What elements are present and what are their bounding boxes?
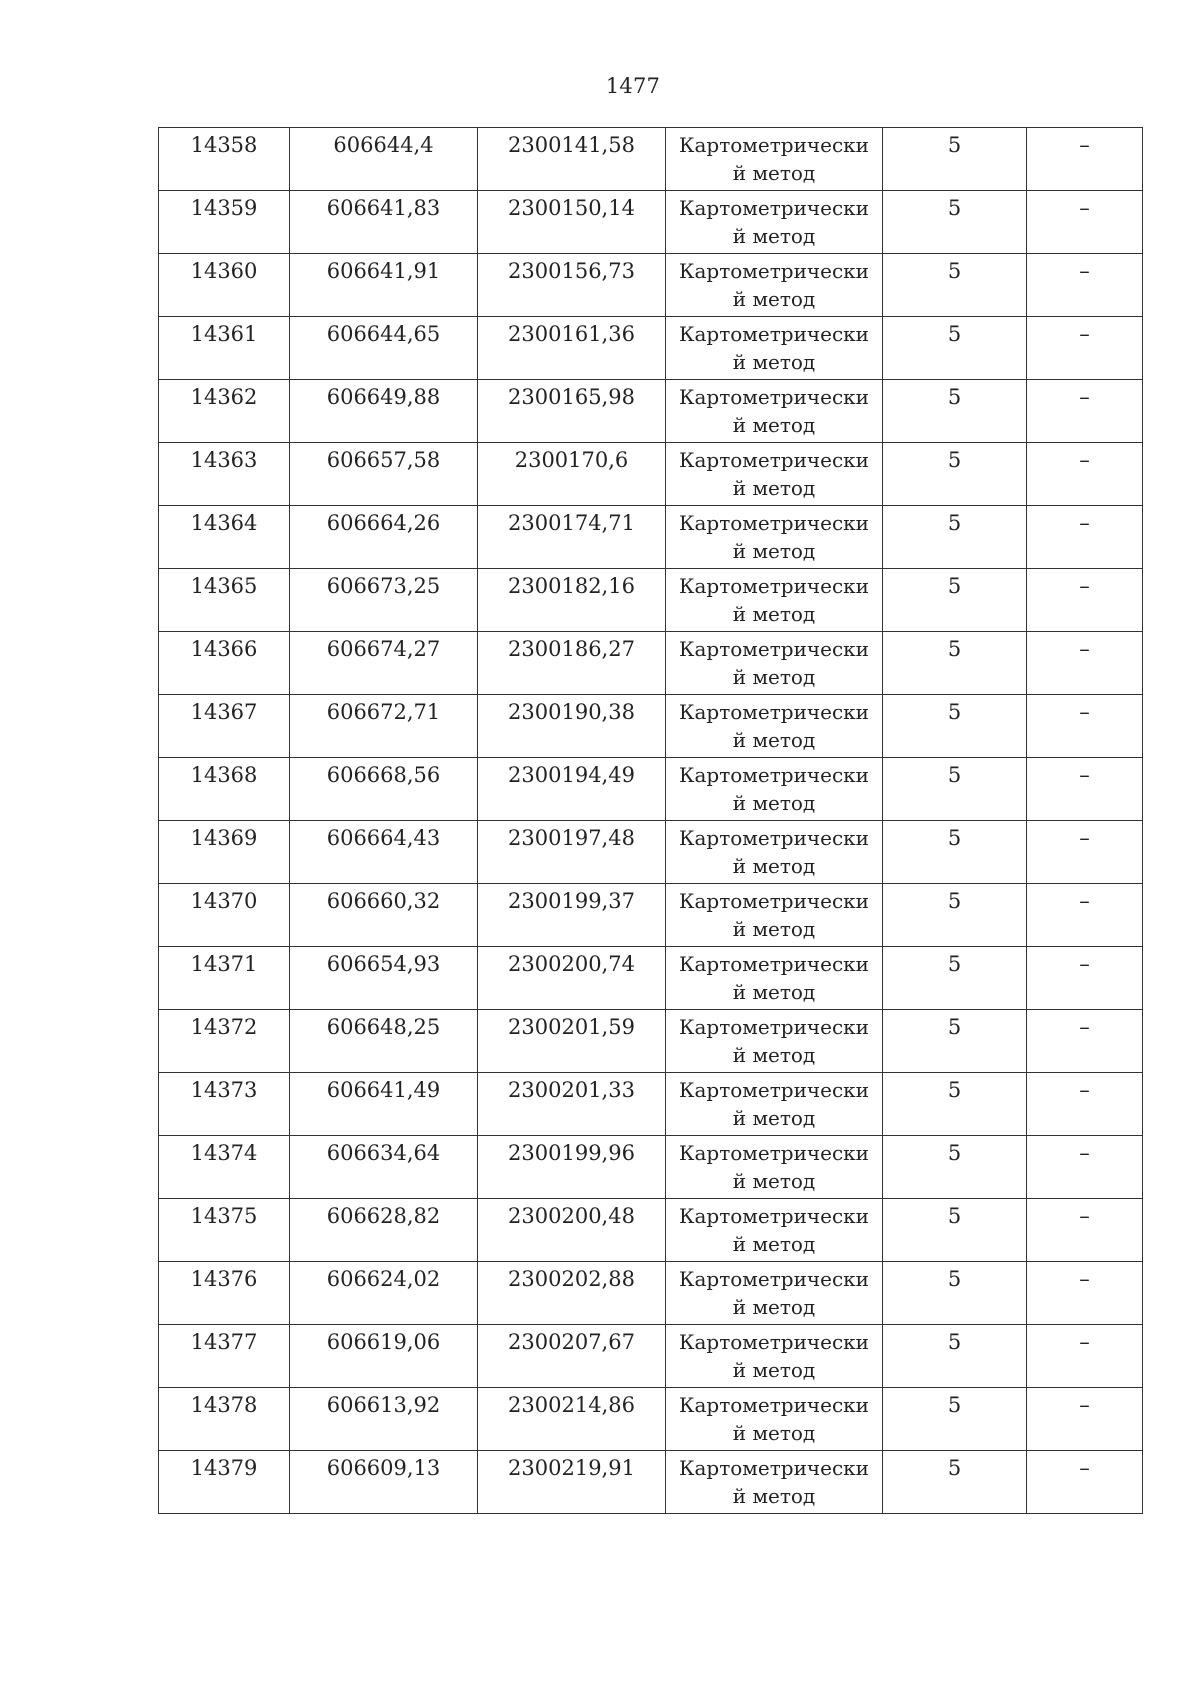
accuracy-cell: 5 <box>883 1010 1027 1073</box>
y-coordinate-cell: 2300170,6 <box>478 443 666 506</box>
coordinates-table <box>158 127 1143 1514</box>
method-cell <box>666 569 883 632</box>
point-id-cell: 14363 <box>159 443 290 506</box>
table-row <box>159 1451 1143 1514</box>
method-line-2: й метод <box>732 980 816 1004</box>
x-coordinate-cell: 606641,91 <box>290 254 478 317</box>
accuracy-cell: 5 <box>883 1073 1027 1136</box>
accuracy-cell: 5 <box>883 254 1027 317</box>
method-line-1: Картометрически <box>679 700 869 724</box>
point-id-cell: 14370 <box>159 884 290 947</box>
y-coordinate-cell: 2300197,48 <box>478 821 666 884</box>
method-cell <box>666 443 883 506</box>
method-line-2: й метод <box>732 917 816 941</box>
point-id-cell: 14366 <box>159 632 290 695</box>
method-line-2: й метод <box>732 476 816 500</box>
accuracy-cell: 5 <box>883 1199 1027 1262</box>
accuracy-cell: 5 <box>883 1262 1027 1325</box>
y-coordinate-cell: 2300200,74 <box>478 947 666 1010</box>
y-coordinate-cell: 2300199,37 <box>478 884 666 947</box>
method-line-2: й метод <box>732 1169 816 1193</box>
table-row <box>159 443 1143 506</box>
note-cell: – <box>1027 443 1143 506</box>
method-line-1: Картометрически <box>679 322 869 346</box>
x-coordinate-cell: 606668,56 <box>290 758 478 821</box>
table-row <box>159 947 1143 1010</box>
x-coordinate-cell: 606664,43 <box>290 821 478 884</box>
method-line-2: й метод <box>732 854 816 878</box>
method-line-2: й метод <box>732 1295 816 1319</box>
method-line-2: й метод <box>732 224 816 248</box>
method-line-1: Картометрически <box>679 511 869 535</box>
x-coordinate-cell: 606649,88 <box>290 380 478 443</box>
x-coordinate-cell: 606674,27 <box>290 632 478 695</box>
method-cell <box>666 317 883 380</box>
method-line-1: Картометрически <box>679 1204 869 1228</box>
point-id-cell: 14374 <box>159 1136 290 1199</box>
method-cell <box>666 128 883 191</box>
note-cell: – <box>1027 884 1143 947</box>
accuracy-cell: 5 <box>883 1325 1027 1388</box>
x-coordinate-cell: 606619,06 <box>290 1325 478 1388</box>
y-coordinate-cell: 2300202,88 <box>478 1262 666 1325</box>
y-coordinate-cell: 2300182,16 <box>478 569 666 632</box>
point-id-cell: 14359 <box>159 191 290 254</box>
x-coordinate-cell: 606624,02 <box>290 1262 478 1325</box>
table-row <box>159 1262 1143 1325</box>
method-line-1: Картометрически <box>679 259 869 283</box>
note-cell: – <box>1027 128 1143 191</box>
note-cell: – <box>1027 695 1143 758</box>
method-line-2: й метод <box>732 1043 816 1067</box>
accuracy-cell: 5 <box>883 758 1027 821</box>
accuracy-cell: 5 <box>883 1451 1027 1514</box>
table-row <box>159 254 1143 317</box>
x-coordinate-cell: 606654,93 <box>290 947 478 1010</box>
accuracy-cell: 5 <box>883 884 1027 947</box>
accuracy-cell: 5 <box>883 947 1027 1010</box>
table-row <box>159 317 1143 380</box>
note-cell: – <box>1027 569 1143 632</box>
method-line-2: й метод <box>732 350 816 374</box>
y-coordinate-cell: 2300201,59 <box>478 1010 666 1073</box>
coordinates-table-body <box>159 128 1143 1514</box>
method-line-2: й метод <box>732 1358 816 1382</box>
note-cell: – <box>1027 1136 1143 1199</box>
y-coordinate-cell: 2300156,73 <box>478 254 666 317</box>
table-row <box>159 1010 1143 1073</box>
point-id-cell: 14362 <box>159 380 290 443</box>
x-coordinate-cell: 606628,82 <box>290 1199 478 1262</box>
y-coordinate-cell: 2300194,49 <box>478 758 666 821</box>
note-cell: – <box>1027 317 1143 380</box>
method-line-2: й метод <box>732 161 816 185</box>
method-cell <box>666 947 883 1010</box>
table-row <box>159 1073 1143 1136</box>
table-row <box>159 569 1143 632</box>
note-cell: – <box>1027 821 1143 884</box>
table-row <box>159 380 1143 443</box>
method-line-1: Картометрически <box>679 1267 869 1291</box>
y-coordinate-cell: 2300207,67 <box>478 1325 666 1388</box>
method-cell <box>666 1073 883 1136</box>
table-row <box>159 632 1143 695</box>
method-line-1: Картометрически <box>679 763 869 787</box>
method-line-1: Картометрически <box>679 1330 869 1354</box>
x-coordinate-cell: 606672,71 <box>290 695 478 758</box>
method-line-2: й метод <box>732 1232 816 1256</box>
note-cell: – <box>1027 1073 1143 1136</box>
method-line-2: й метод <box>732 1106 816 1130</box>
method-cell <box>666 1388 883 1451</box>
method-cell <box>666 821 883 884</box>
note-cell: – <box>1027 1388 1143 1451</box>
table-row <box>159 191 1143 254</box>
method-line-2: й метод <box>732 287 816 311</box>
accuracy-cell: 5 <box>883 632 1027 695</box>
note-cell: – <box>1027 191 1143 254</box>
method-line-1: Картометрически <box>679 574 869 598</box>
x-coordinate-cell: 606648,25 <box>290 1010 478 1073</box>
table-row <box>159 1199 1143 1262</box>
y-coordinate-cell: 2300199,96 <box>478 1136 666 1199</box>
x-coordinate-cell: 606609,13 <box>290 1451 478 1514</box>
y-coordinate-cell: 2300161,36 <box>478 317 666 380</box>
method-cell <box>666 632 883 695</box>
method-line-2: й метод <box>732 665 816 689</box>
x-coordinate-cell: 606613,92 <box>290 1388 478 1451</box>
x-coordinate-cell: 606634,64 <box>290 1136 478 1199</box>
method-line-1: Картометрически <box>679 196 869 220</box>
note-cell: – <box>1027 758 1143 821</box>
point-id-cell: 14368 <box>159 758 290 821</box>
point-id-cell: 14371 <box>159 947 290 1010</box>
method-cell <box>666 380 883 443</box>
y-coordinate-cell: 2300186,27 <box>478 632 666 695</box>
point-id-cell: 14367 <box>159 695 290 758</box>
note-cell: – <box>1027 1451 1143 1514</box>
method-cell <box>666 1010 883 1073</box>
table-row <box>159 695 1143 758</box>
point-id-cell: 14379 <box>159 1451 290 1514</box>
table-row <box>159 758 1143 821</box>
table-row <box>159 821 1143 884</box>
note-cell: – <box>1027 632 1143 695</box>
method-line-1: Картометрически <box>679 889 869 913</box>
method-line-1: Картометрически <box>679 1393 869 1417</box>
y-coordinate-cell: 2300141,58 <box>478 128 666 191</box>
note-cell: – <box>1027 506 1143 569</box>
method-line-1: Картометрически <box>679 448 869 472</box>
accuracy-cell: 5 <box>883 443 1027 506</box>
method-line-1: Картометрически <box>679 133 869 157</box>
y-coordinate-cell: 2300165,98 <box>478 380 666 443</box>
y-coordinate-cell: 2300201,33 <box>478 1073 666 1136</box>
note-cell: – <box>1027 947 1143 1010</box>
note-cell: – <box>1027 1325 1143 1388</box>
method-cell <box>666 695 883 758</box>
method-line-1: Картометрически <box>679 1456 869 1480</box>
y-coordinate-cell: 2300214,86 <box>478 1388 666 1451</box>
y-coordinate-cell: 2300174,71 <box>478 506 666 569</box>
y-coordinate-cell: 2300219,91 <box>478 1451 666 1514</box>
point-id-cell: 14376 <box>159 1262 290 1325</box>
accuracy-cell: 5 <box>883 191 1027 254</box>
method-cell <box>666 1451 883 1514</box>
table-row <box>159 884 1143 947</box>
point-id-cell: 14358 <box>159 128 290 191</box>
accuracy-cell: 5 <box>883 821 1027 884</box>
note-cell: – <box>1027 1199 1143 1262</box>
accuracy-cell: 5 <box>883 506 1027 569</box>
point-id-cell: 14372 <box>159 1010 290 1073</box>
x-coordinate-cell: 606664,26 <box>290 506 478 569</box>
note-cell: – <box>1027 380 1143 443</box>
table-row <box>159 128 1143 191</box>
method-line-2: й метод <box>732 791 816 815</box>
point-id-cell: 14378 <box>159 1388 290 1451</box>
method-line-2: й метод <box>732 413 816 437</box>
note-cell: – <box>1027 1262 1143 1325</box>
note-cell: – <box>1027 254 1143 317</box>
table-row <box>159 1325 1143 1388</box>
note-cell: – <box>1027 1010 1143 1073</box>
x-coordinate-cell: 606641,83 <box>290 191 478 254</box>
method-cell <box>666 1199 883 1262</box>
point-id-cell: 14364 <box>159 506 290 569</box>
method-line-1: Картометрически <box>679 637 869 661</box>
y-coordinate-cell: 2300190,38 <box>478 695 666 758</box>
x-coordinate-cell: 606660,32 <box>290 884 478 947</box>
method-line-1: Картометрически <box>679 1078 869 1102</box>
accuracy-cell: 5 <box>883 380 1027 443</box>
method-cell <box>666 1262 883 1325</box>
x-coordinate-cell: 606644,65 <box>290 317 478 380</box>
y-coordinate-cell: 2300150,14 <box>478 191 666 254</box>
table-row <box>159 506 1143 569</box>
method-cell <box>666 884 883 947</box>
page-number: 1477 <box>605 74 661 98</box>
accuracy-cell: 5 <box>883 128 1027 191</box>
point-id-cell: 14361 <box>159 317 290 380</box>
method-cell <box>666 758 883 821</box>
method-cell <box>666 1325 883 1388</box>
table-row <box>159 1388 1143 1451</box>
method-line-2: й метод <box>732 539 816 563</box>
x-coordinate-cell: 606644,4 <box>290 128 478 191</box>
method-cell <box>666 506 883 569</box>
method-line-2: й метод <box>732 1484 816 1508</box>
point-id-cell: 14375 <box>159 1199 290 1262</box>
method-line-1: Картометрически <box>679 952 869 976</box>
accuracy-cell: 5 <box>883 1136 1027 1199</box>
method-line-2: й метод <box>732 728 816 752</box>
point-id-cell: 14360 <box>159 254 290 317</box>
method-line-2: й метод <box>732 1421 816 1445</box>
x-coordinate-cell: 606673,25 <box>290 569 478 632</box>
method-line-1: Картометрически <box>679 385 869 409</box>
method-cell <box>666 254 883 317</box>
table-row <box>159 1136 1143 1199</box>
point-id-cell: 14377 <box>159 1325 290 1388</box>
accuracy-cell: 5 <box>883 695 1027 758</box>
point-id-cell: 14365 <box>159 569 290 632</box>
y-coordinate-cell: 2300200,48 <box>478 1199 666 1262</box>
method-line-2: й метод <box>732 602 816 626</box>
x-coordinate-cell: 606641,49 <box>290 1073 478 1136</box>
method-cell <box>666 191 883 254</box>
method-line-1: Картометрически <box>679 1141 869 1165</box>
method-line-1: Картометрически <box>679 1015 869 1039</box>
method-cell <box>666 1136 883 1199</box>
point-id-cell: 14369 <box>159 821 290 884</box>
point-id-cell: 14373 <box>159 1073 290 1136</box>
accuracy-cell: 5 <box>883 569 1027 632</box>
x-coordinate-cell: 606657,58 <box>290 443 478 506</box>
accuracy-cell: 5 <box>883 317 1027 380</box>
method-line-1: Картометрически <box>679 826 869 850</box>
accuracy-cell: 5 <box>883 1388 1027 1451</box>
